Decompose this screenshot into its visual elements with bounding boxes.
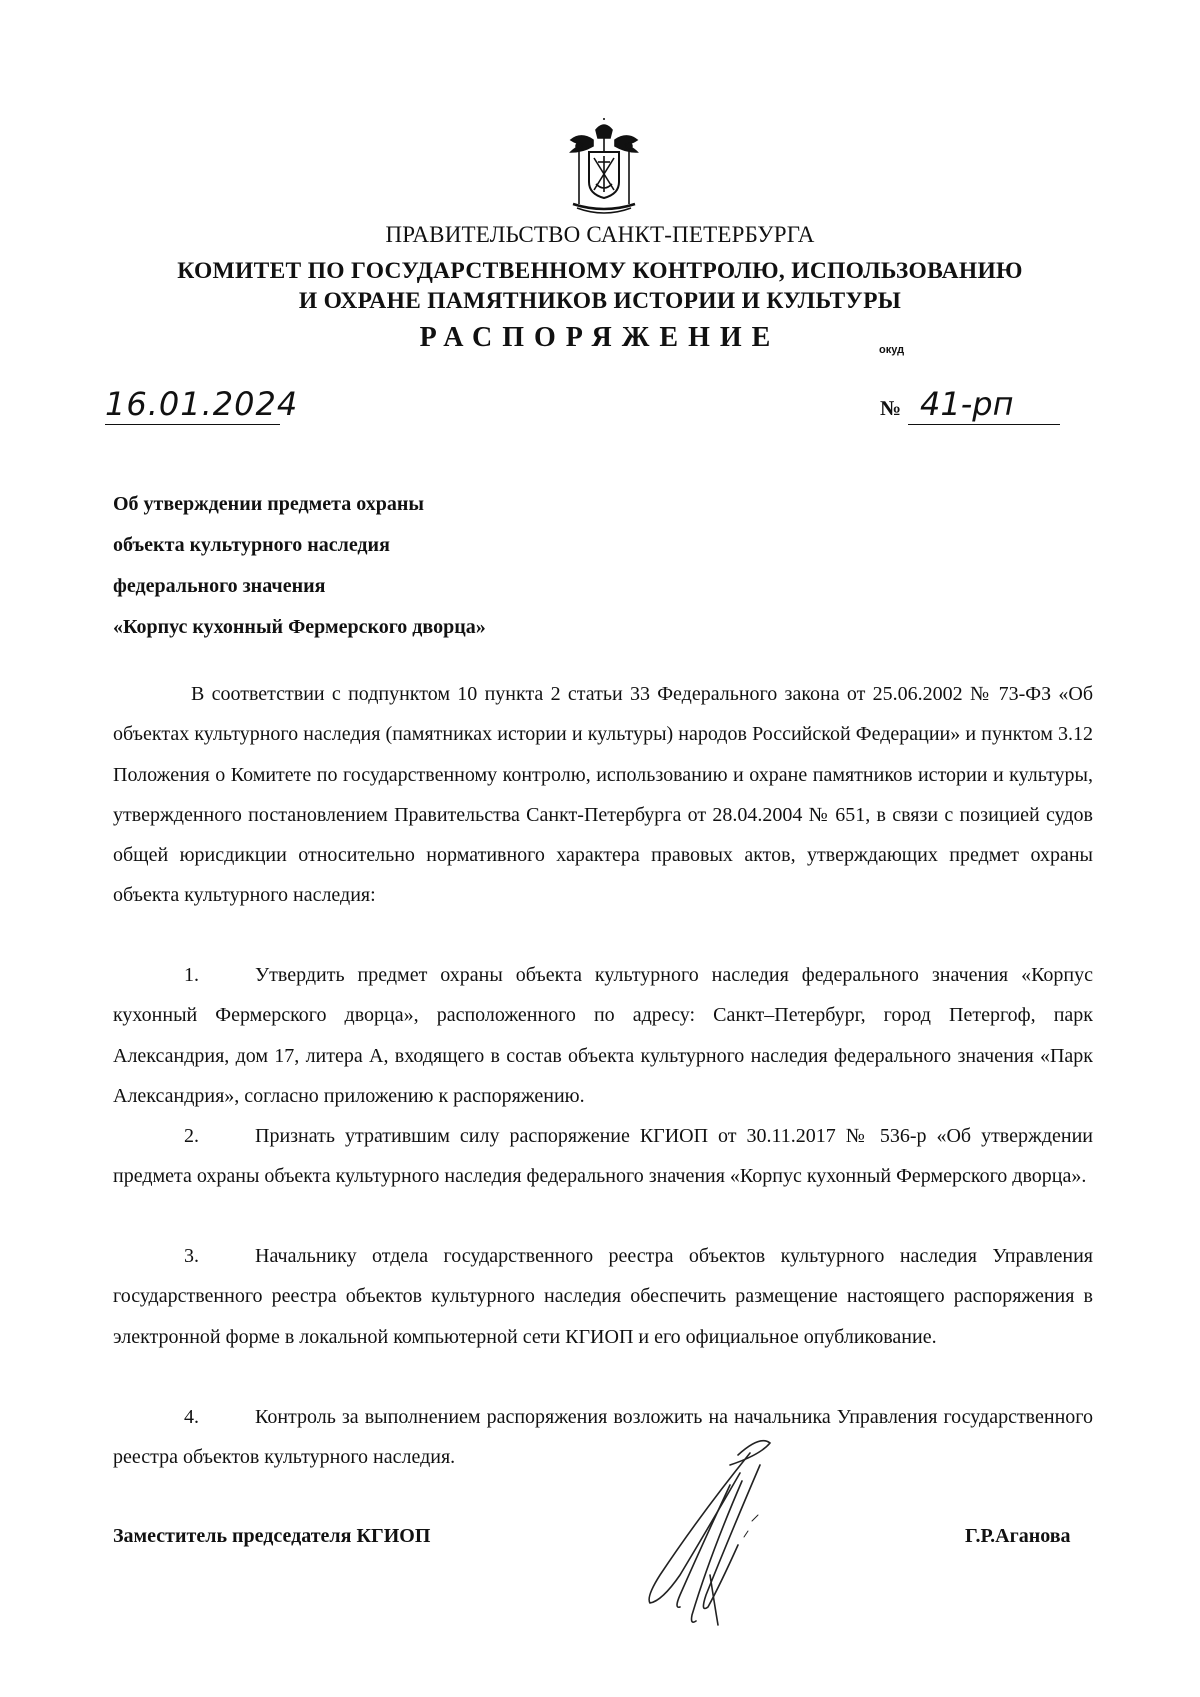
handwritten-signature: [610, 1425, 840, 1635]
item-text: Утвердить предмет охраны объекта культурного наследия федерального значения «Корпус кухонный Фермерского дворца», расположенного по адресу: Санкт–Петербург, город Петергоф, парк Александрия, дом 17, литера А, входящего в состав объекта культурного наследия федерального значения «Парк Александрия», согласно приложению к распоряжению.: [113, 964, 1093, 1107]
item-number: 2.: [184, 1125, 199, 1147]
committee-name-line1: КОМИТЕТ ПО ГОСУДАРСТВЕННОМУ КОНТРОЛЮ, ИСПОЛЬЗОВАНИЮ: [177, 258, 1023, 284]
preamble-paragraph: В соответствии с подпунктом 10 пункта 2 статьи 33 Федерального закона от 25.06.2002 № 73-ФЗ «Об объектах культурного наследия (памятниках истории и культуры) народов Российской Федерации» и пунктом 3.12 Положения о Комитете по государственному контролю, использованию и охране памятников истории и культуры, утвержденного постановлением Правительства Санкт-Петербурга от 28.04.2004 № 651, в связи с позицией судов общей юрисдикции относительно нормативного характера правовых актов, утверждающих предмет охраны объекта культурного наследия:: [113, 683, 1093, 907]
item-number: 1.: [184, 964, 199, 986]
item-text: Признать утратившим силу распоряжение КГИОП от 30.11.2017 № 536-р «Об утверждении предмета охраны объекта культурного наследия федерального значения «Корпус кухонный Фермерского дворца».: [113, 1125, 1093, 1188]
signer-name: Г.Р.Аганова: [965, 1525, 1071, 1547]
number-label: №: [880, 396, 902, 420]
number-underline: [908, 424, 1060, 425]
subject-line: объекта культурного наследия: [113, 534, 390, 556]
order-item: [113, 955, 1093, 1116]
order-item: [113, 1397, 1093, 1478]
government-name: ПРАВИТЕЛЬСТВО САНКТ-ПЕТЕРБУРГА: [385, 222, 815, 247]
item-number: 4.: [184, 1406, 199, 1428]
coat-of-arms-emblem: [563, 118, 645, 214]
subject-line: «Корпус кухонный Фермерского дворца»: [113, 616, 486, 638]
subject-line: федерального значения: [113, 575, 326, 597]
document-type-title: РАСПОРЯЖЕНИЕ: [419, 322, 781, 353]
item-text: Контроль за выполнением распоряжения возложить на начальника Управления государственного реестра объектов культурного наследия.: [113, 1406, 1093, 1469]
signer-title: Заместитель председателя КГИОП: [113, 1525, 431, 1547]
item-text: Начальнику отдела государственного реестра объектов культурного наследия Управления государственного реестра объектов культурного наследия обеспечить размещение настоящего распоряжения в электронной форме в локальной компьютерной сети КГИОП и его официальное опубликование.: [113, 1245, 1093, 1348]
date-underline: [105, 424, 280, 425]
document-date: 16.01.2024: [105, 385, 299, 423]
item-number: 3.: [184, 1245, 199, 1267]
document-number: 41-рп: [920, 385, 1014, 423]
order-item: [113, 1236, 1093, 1357]
okud-label: окуд: [879, 344, 905, 356]
order-item: [113, 1116, 1093, 1197]
subject-line: Об утверждении предмета охраны: [113, 493, 424, 515]
committee-name-line2: И ОХРАНЕ ПАМЯТНИКОВ ИСТОРИИ И КУЛЬТУРЫ: [298, 288, 902, 314]
